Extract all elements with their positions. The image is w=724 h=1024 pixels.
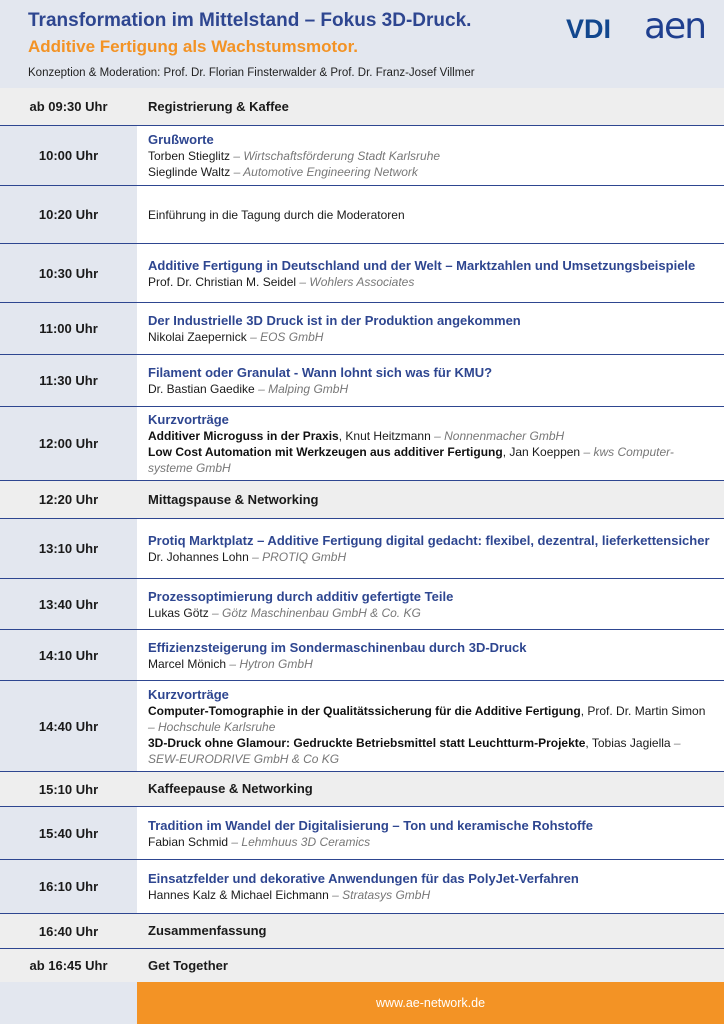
agenda-label: Kaffeepause & Networking — [148, 781, 313, 796]
agenda-row — [0, 860, 724, 914]
speaker-org: – PROTIQ GmbH — [252, 550, 347, 564]
agenda-row — [0, 355, 724, 407]
speaker-name: Nikolai Zaepernick — [148, 330, 247, 344]
agenda-time: 16:10 Uhr — [0, 860, 137, 913]
speaker-name: Dr. Johannes Lohn — [148, 550, 249, 564]
moderation-line: Konzeption & Moderation: Prof. Dr. Florian Finsterwalder & Prof. Dr. Franz-Josef Villmer — [28, 67, 475, 79]
agenda-content — [137, 126, 724, 185]
page-title: Transformation im Mittelstand – Fokus 3D-Druck. — [28, 10, 472, 31]
talk-title: Kurzvorträge — [148, 412, 229, 427]
talk-title: Kurzvorträge — [148, 686, 229, 702]
speaker-name: Lukas Götz — [148, 605, 209, 620]
short-talk-topic: Computer-Tomographie in der Qualitätssicherung für die Additive Fertigung — [148, 703, 581, 718]
vdi-logo-text: VDI — [566, 14, 612, 44]
footer-bar — [137, 982, 724, 1024]
speaker-org: – kws Computer-systeme GmbH — [148, 445, 674, 475]
agenda-time: 12:20 Uhr — [38, 492, 99, 507]
talk-title: Tradition im Wandel der Digitalisierung – Ton und keramische Rohstoffe — [148, 817, 593, 833]
speaker-name: , Tobias Jagiella — [585, 735, 671, 750]
speaker-org: – Stratasys GmbH — [332, 888, 431, 902]
short-talk — [148, 444, 710, 476]
agenda-row — [0, 949, 724, 983]
short-talk — [148, 428, 710, 444]
agenda-row — [0, 579, 724, 630]
agenda-time: 10:30 Uhr — [0, 244, 137, 302]
talk-title: Einsatzfelder und dekorative Anwendungen für das PolyJet-Verfahren — [148, 871, 579, 886]
agenda-time: 15:40 Uhr — [0, 807, 137, 859]
agenda-time: 10:00 Uhr — [0, 126, 137, 185]
agenda-time: 13:40 Uhr — [0, 579, 137, 629]
agenda-time: 12:00 Uhr — [0, 407, 137, 480]
speaker-name: Dr. Bastian Gaedike — [148, 382, 255, 396]
speaker-org: – EOS GmbH — [250, 330, 324, 344]
agenda-content — [137, 630, 724, 680]
speaker-org: – SEW-EURODRIVE GmbH & Co KG — [148, 735, 681, 766]
agenda-row — [0, 481, 724, 519]
speaker-line — [148, 834, 710, 850]
speaker-name: , Knut Heitzmann — [338, 429, 431, 443]
speaker-name: Sieglinde Waltz — [148, 165, 231, 179]
agenda-row — [0, 807, 724, 860]
agenda-row — [0, 681, 724, 772]
agenda-content — [137, 579, 724, 629]
talk-title: Grußworte — [148, 132, 214, 147]
agenda-content — [137, 244, 724, 302]
talk-title: Prozessoptimierung durch additiv gefertigte Teile — [148, 588, 454, 604]
speaker-org: – Hochschule Karlsruhe — [148, 719, 276, 734]
agenda-content — [137, 681, 724, 771]
footer-url[interactable]: www.ae-network.de — [375, 996, 486, 1010]
agenda-row — [0, 88, 724, 126]
speaker-name: , Prof. Dr. Martin Simon — [580, 703, 706, 718]
agenda-row — [0, 244, 724, 303]
agenda-row — [0, 630, 724, 681]
agenda-label: Get Together — [148, 957, 228, 973]
speaker-line — [148, 887, 710, 903]
speaker-org: – Hytron GmbH — [229, 656, 313, 671]
agenda-label: Mittagspause & Networking — [148, 491, 319, 507]
agenda-content — [137, 807, 724, 859]
short-talk-topic: Low Cost Automation mit Werkzeugen aus additiver Fertigung — [148, 445, 503, 459]
agenda-time: 11:00 Uhr — [0, 303, 137, 354]
short-talk-topic: Additiver Microguss in der Praxis — [148, 429, 339, 443]
speaker-org: – Nonnenmacher GmbH — [430, 429, 565, 443]
agenda-content — [137, 355, 724, 406]
talk-title: Filament oder Granulat - Wann lohnt sich was für KMU? — [148, 365, 493, 380]
speaker-name: Fabian Schmid — [148, 834, 229, 849]
agenda-time: 15:10 Uhr — [38, 781, 99, 797]
agenda-content — [137, 186, 724, 243]
agenda-table — [0, 88, 724, 983]
talk-title: Effizienzsteigerung im Sondermaschinenbau durch 3D-Druck — [148, 639, 527, 655]
speaker-line — [148, 381, 710, 397]
agenda-row — [0, 914, 724, 949]
agenda-row — [0, 126, 724, 186]
agenda-time: 11:30 Uhr — [0, 355, 137, 406]
agenda-row — [0, 519, 724, 579]
short-talk — [148, 703, 710, 735]
agenda-row — [0, 407, 724, 481]
agenda-content — [137, 303, 724, 354]
speaker-org: – Automotive Engineering Network — [233, 165, 418, 179]
talk-title: Additive Fertigung in Deutschland und der Welt – Marktzahlen und Umsetzungsbeispiele — [148, 257, 696, 273]
agenda-time: 16:40 Uhr — [38, 923, 99, 939]
speaker-org: – Wohlers Associates — [299, 274, 415, 289]
speaker-name: Hannes Kalz & Michael Eichmann — [148, 888, 329, 902]
page-subtitle: Additive Fertigung als Wachstumsmotor. — [28, 37, 358, 56]
talk-title: Protiq Marktplatz – Additive Fertigung digital gedacht: flexibel, dezentral, lieferkettensicher — [148, 533, 710, 548]
talk-title: Der Industrielle 3D Druck ist in der Produktion angekommen — [148, 313, 521, 328]
speaker-org: – Lehmhuus 3D Ceramics — [231, 834, 371, 849]
short-talk — [148, 735, 710, 767]
speaker-name: Torben Stieglitz — [148, 149, 231, 163]
agenda-time: ab 09:30 Uhr — [29, 99, 108, 114]
agenda-time: 10:20 Uhr — [0, 186, 137, 243]
speaker-line — [148, 656, 710, 672]
speaker-org: – Malping GmbH — [258, 382, 349, 396]
agenda-time: 14:10 Uhr — [0, 630, 137, 680]
speaker-name: Prof. Dr. Christian M. Seidel — [148, 274, 297, 289]
aen-logo: aen — [644, 6, 706, 47]
header — [0, 0, 724, 88]
short-talk-topic: 3D-Druck ohne Glamour: Gedruckte Betriebsmittel statt Leuchtturm-Projekte — [148, 735, 586, 750]
agenda-time: ab 16:45 Uhr — [29, 958, 108, 973]
speaker-name: Marcel Mönich — [148, 656, 227, 671]
agenda-label: Registrierung & Kaffee — [148, 98, 289, 114]
agenda-label: Zusammenfassung — [148, 923, 267, 938]
agenda-content — [137, 407, 724, 480]
speaker-name: , Jan Koeppen — [502, 445, 584, 459]
speaker-line — [148, 274, 710, 290]
speaker-line — [148, 164, 710, 180]
agenda-row — [0, 186, 724, 244]
agenda-time: 14:40 Uhr — [0, 681, 137, 771]
agenda-time: 13:10 Uhr — [0, 519, 137, 578]
speaker-line — [148, 549, 710, 565]
speaker-org: – Götz Maschinenbau GmbH & Co. KG — [212, 605, 421, 620]
vdi-logo — [566, 14, 611, 45]
footer-left-block — [0, 982, 137, 1024]
agenda-row — [0, 772, 724, 807]
speaker-org: – Wirtschaftsförderung Stadt Karlsruhe — [233, 149, 441, 163]
agenda-content — [137, 860, 724, 913]
agenda-row — [0, 303, 724, 355]
speaker-line — [148, 605, 710, 621]
agenda-content — [137, 519, 724, 578]
speaker-line — [148, 329, 710, 345]
speaker-line — [148, 148, 710, 164]
agenda-text: Einführung in die Tagung durch die Moderatoren — [148, 207, 405, 222]
